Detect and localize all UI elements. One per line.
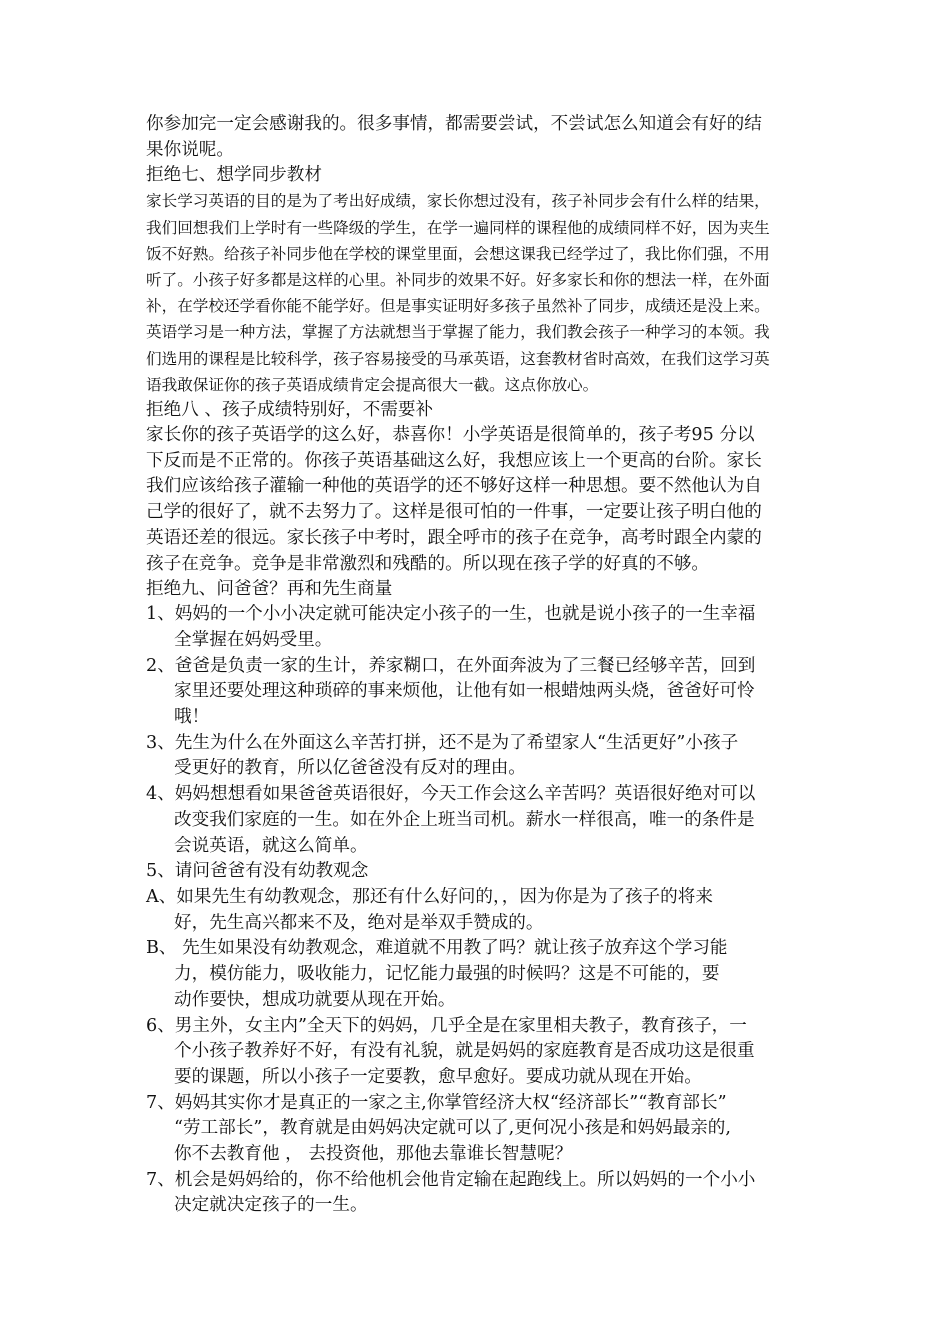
list-item (146, 654, 810, 731)
text-line: 你不去教育他 ， 去投资他，那他去靠谁长智慧呢？ (174, 1144, 573, 1165)
text-line: 2、爸爸是负责一家的生计，养家糊口，在外面奔波为了三餐已经够辛苦，回到 (146, 655, 756, 676)
section-7 (146, 163, 810, 398)
section-body (146, 188, 810, 398)
document-page (146, 112, 810, 1219)
text-line: 家长你的孩子英语学的这么好，恭喜你！小学英语是很简单的，孩子考95 分以 (146, 425, 755, 446)
section-8 (146, 398, 810, 577)
section-heading: 拒绝七、想学同步教材 (146, 165, 322, 186)
text-line: 3、先生为什么在外面这么辛苦打拼，还不是为了希望家人“生活更好”小孩子 (146, 732, 739, 753)
text-line: 我们回想我们上学时有一些降级的学生，在学一遍同样的课程他的成绩同样不好，因为夹生 (146, 218, 770, 237)
text-line: 4、妈妈想想看如果爸爸英语很好，今天工作会这么辛苦吗？英语很好绝对可以 (146, 784, 756, 805)
text-line: 听了。小孩子好多都是这样的心里。补同步的效果不好。好多家长和你的想法一样，在外面 (146, 271, 770, 290)
text-line: 好，先生高兴都来不及，绝对是举双手赞成的。 (174, 912, 544, 933)
list-item (146, 1014, 810, 1091)
text-line: A、如果先生有幼教观念，那还有什么好问的，，因为你是为了孩子的将来 (146, 886, 713, 907)
text-line: 补，在学校还学看你能不能学好。但是事实证明好多孩子虽然补了同步，成绩还是没上来。 (146, 297, 770, 316)
text-line: 饭不好熟。给孩子补同步他在学校的课堂里面，会想这课我已经学过了，我比你们强，不用 (146, 244, 770, 263)
list-item (146, 602, 810, 653)
text-line: 6、男主外，女主内”全天下的妈妈，几乎全是在家里相夫教子，教育孩子，一 (146, 1015, 747, 1036)
list-item (146, 782, 810, 859)
text-line: 家里还要处理这种琐碎的事来烦他，让他有如一根蜡烛两头烧，爸爸好可怜 (174, 681, 755, 702)
section-heading: 拒绝八 、孩子成绩特别好，不需要补 (146, 400, 434, 421)
list-item (146, 731, 810, 782)
text-line: 哦！ (174, 707, 210, 728)
list-item (146, 1168, 810, 1219)
text-line: 孩子在竞争。竞争是非常激烈和残酷的。所以现在孩子学的好真的不够。 (146, 553, 710, 574)
text-line: 决定就决定孩子的一生。 (174, 1195, 368, 1216)
text-line: 下反而是不正常的。你孩子英语基础这么好，我想应该上一个更高的台阶。家长 (146, 450, 762, 471)
text-line: 力，模仿能力，吸收能力，记忆能力最强的时候吗？这是不可能的，要 (174, 964, 720, 985)
text-line: 5、请问爸爸有没有幼教观念 (146, 861, 369, 882)
text-line: 英语学习是一种方法，掌握了方法就想当于掌握了能力，我们教会孩子一种学习的本领。我 (146, 323, 770, 342)
text-line: 7、妈妈其实你才是真正的一家之主,你掌管经济大权“经济部长”“教育部长” (146, 1092, 727, 1113)
section-9 (146, 577, 810, 1219)
list-item (146, 1091, 810, 1168)
text-line: 你参加完一定会感谢我的。很多事情，都需要尝试，不尝试怎么知道会有好的结 (146, 114, 762, 134)
text-line: 我们应该给孩子灌输一种他的英语学的还不够好这样一种思想。要不然他认为自 (146, 476, 762, 497)
sub-list-item (146, 936, 810, 1013)
text-line: B、 先生如果没有幼教观念，难道就不用教了吗？就让孩子放弃这个学习能 (146, 938, 728, 959)
text-line: 要的课题，所以小孩子一定要教，愈早愈好。要成功就从现在开始。 (174, 1066, 702, 1087)
list-item (146, 859, 810, 885)
text-line: 英语还差的很远。家长孩子中考时，跟全呼市的孩子在竞争，高考时跟全内蒙的 (146, 527, 762, 548)
text-line: 们选用的课程是比较科学，孩子容易接受的马承英语，这套教材省时高效，在我们这学习英 (146, 349, 770, 368)
text-line: 动作要快，想成功就要从现在开始。 (174, 989, 456, 1010)
text-line: “劳工部长”，教育就是由妈妈决定就可以了,更何况小孩是和妈妈最亲的, (174, 1118, 731, 1139)
section-heading: 拒绝九、问爸爸？再和先生商量 (146, 579, 393, 600)
text-line: 果你说呢。 (146, 139, 234, 160)
intro-paragraph (146, 112, 810, 163)
text-line: 改变我们家庭的一生。如在外企上班当司机。薪水一样很高，唯一的条件是 (174, 809, 755, 830)
text-line: 己学的很好了，就不去努力了。这样是很可怕的一件事，一定要让孩子明白他的 (146, 502, 762, 523)
text-line: 家长学习英语的目的是为了考出好成绩，家长你想过没有，孩子补同步会有什么样的结果， (146, 192, 770, 211)
text-line: 全掌握在妈妈受里。 (174, 629, 333, 650)
text-line: 个小孩子教养好不好，有没有礼貌，就是妈妈的家庭教育是否成功这是很重 (174, 1041, 755, 1062)
text-line: 1、妈妈的一个小小决定就可能决定小孩子的一生，也就是说小孩子的一生幸福 (146, 604, 756, 625)
text-line: 会说英语，就这么简单。 (174, 835, 368, 856)
sub-list-item (146, 885, 810, 936)
text-line: 受更好的教育，所以亿爸爸没有反对的理由。 (174, 758, 526, 779)
text-line: 7、机会是妈妈给的，你不给他机会他肯定输在起跑线上。所以妈妈的一个小小 (146, 1169, 756, 1190)
text-line: 语我敢保证你的孩子英语成绩肯定会提高很大一截。这点你放心。 (146, 375, 599, 394)
